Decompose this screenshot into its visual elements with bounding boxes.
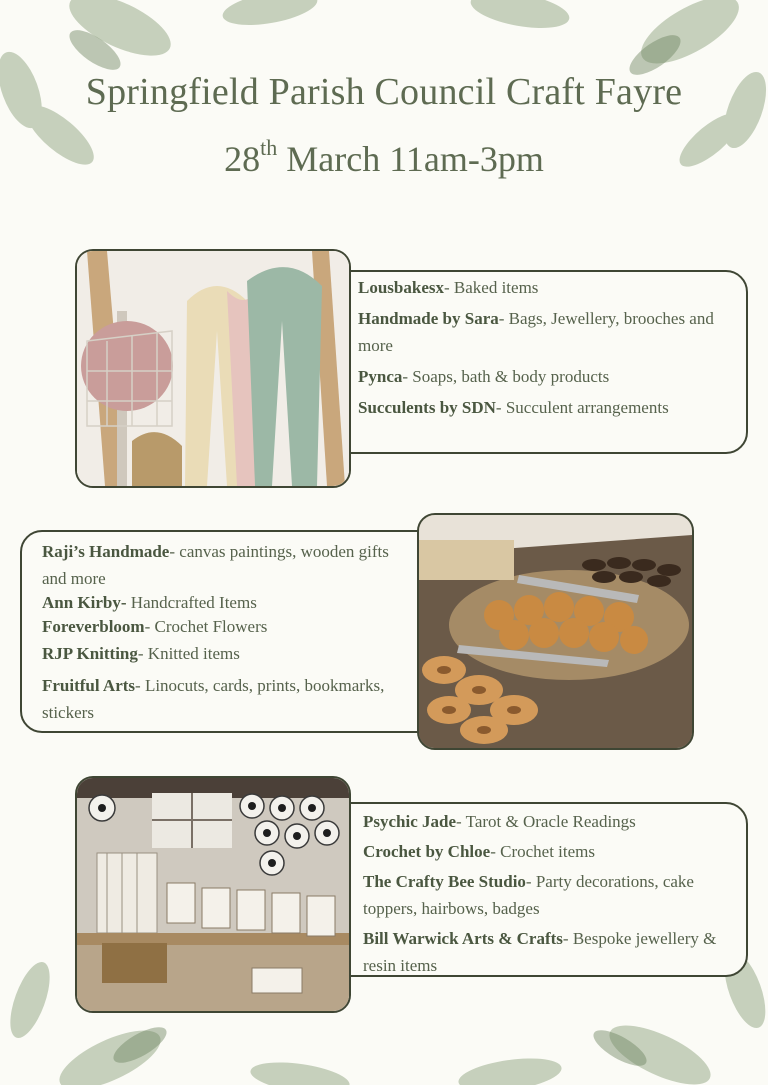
scarves-photo xyxy=(75,249,351,488)
vendor-entry: Foreverbloom- Crochet Flowers xyxy=(42,617,268,636)
vendor-entry: Bill Warwick Arts & Crafts- Bespoke jewellery & resin items xyxy=(363,929,717,975)
page-title: Springfield Parish Council Craft Fayre xyxy=(85,71,683,113)
vendor-entry: The Crafty Bee Studio- Party decorations, cake toppers, hairbows, badges xyxy=(363,872,694,918)
date-time: March 11am-3pm xyxy=(277,139,544,179)
vendor-entry: Succulents by SDN- Succulent arrangements xyxy=(358,398,669,417)
vendor-entry: Crochet by Chloe- Crochet items xyxy=(363,842,595,861)
pastries-photo xyxy=(417,513,694,750)
vendor-entry: Pynca- Soaps, bath & body products xyxy=(358,367,610,386)
vendor-list-3 xyxy=(363,808,741,979)
vendor-list-1 xyxy=(358,274,738,421)
date-day: 28 xyxy=(224,139,261,179)
vendor-entry: Psychic Jade- Tarot & Oracle Readings xyxy=(363,812,636,831)
vendor-entry: Raji’s Handmade- canvas paintings, wooden gifts and more xyxy=(42,542,389,588)
vendor-list-2 xyxy=(42,538,397,726)
vendor-entry: Ann Kirby- Handcrafted Items xyxy=(42,593,257,612)
vendor-entry: RJP Knitting- Knitted items xyxy=(42,644,240,663)
vendor-entry: Fruitful Arts- Linocuts, cards, prints, bookmarks, stickers xyxy=(42,676,385,722)
date-suffix: th xyxy=(260,135,278,160)
vendor-entry: Handmade by Sara- Bags, Jewellery, brooches and more xyxy=(358,309,714,355)
stall-photo xyxy=(75,776,351,1013)
event-date xyxy=(0,135,768,180)
vendor-entry: Lousbakesx- Baked items xyxy=(358,278,539,297)
